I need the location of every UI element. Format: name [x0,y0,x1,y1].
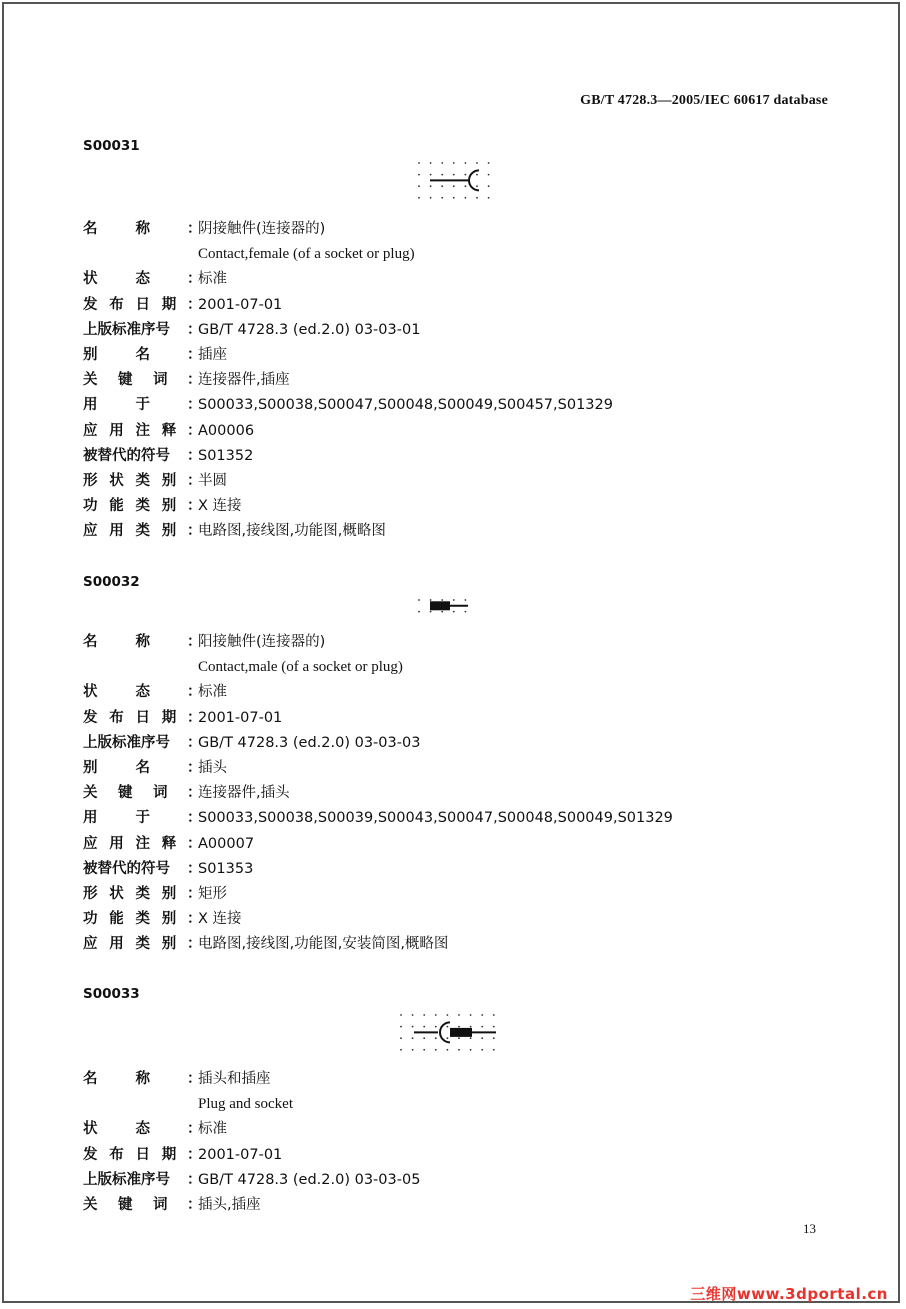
field-value: Contact,female (of a socket or plug) [198,246,415,263]
socket-arc [440,1022,450,1042]
label-char: 态 [135,1121,150,1138]
field-value: 插头和插座 [198,1071,271,1087]
grid-dot [476,162,478,164]
grid-dot [470,1026,472,1028]
label-char: 类 [135,498,150,515]
grid-dot [481,1014,483,1016]
grid-dot [435,1026,437,1028]
field-label [83,494,189,518]
field-label [83,1193,189,1217]
grid-dot [412,1014,414,1016]
standard-header: GB/T 4728.3—2005/IEC 60617 database [580,93,828,108]
label-colon: ： [187,523,202,540]
field-label [83,857,189,881]
label-char: 释 [161,835,177,852]
label-colon: ： [187,835,202,852]
label-colon: ： [187,760,202,776]
grid-dot [423,1026,425,1028]
socket-arc [469,170,479,190]
grid-dot [430,611,432,613]
label-colon: ： [187,296,202,313]
field-value: Contact,male (of a socket or plug) [198,659,403,676]
grid-dot [435,1014,437,1016]
grid-dot [488,174,490,176]
grid-dot [453,185,455,187]
label-char: 用 [83,397,98,414]
grid-dot [447,1037,449,1039]
grid-dot [447,1014,449,1016]
grid-dot [412,1049,414,1051]
label-char: 用 [109,835,124,852]
label-colon: ： [187,1071,202,1087]
label-char: 上版标准序号 [83,1171,170,1188]
grid-dot [423,1014,425,1016]
grid-dot [458,1049,460,1051]
label-char: 应 [83,936,98,953]
field-label [83,519,189,543]
label-char: 键 [118,372,133,389]
grid-dot [400,1014,402,1016]
label-char: 别 [161,523,177,540]
label-colon: ： [187,860,202,877]
label-char: 称 [135,1071,150,1087]
label-char: 键 [118,1197,133,1213]
field-label [83,907,189,931]
grid-dot [493,1026,495,1028]
field-label [83,217,189,241]
label-char: 别 [83,347,98,363]
field-value: Plug and socket [198,1096,293,1113]
grid-dot [441,162,443,164]
grid-dot [465,162,467,164]
female-contact-icon [416,160,492,201]
grid-dot [488,162,490,164]
grid-dot [481,1037,483,1039]
label-char: 别 [161,936,177,953]
label-char: 状 [83,271,98,288]
label-char: 名 [83,634,98,650]
label-char: 布 [109,1146,124,1163]
label-char: 类 [135,911,150,928]
label-char: 别 [161,886,177,902]
field-value: 半圆 [198,473,227,489]
grid-dot [453,611,455,613]
grid-dot [418,185,420,187]
label-colon: ： [187,734,202,751]
grid-dot [435,1037,437,1039]
plug-body [450,1028,472,1037]
field-value: 插头,插座 [198,1197,261,1213]
field-value: 插座 [198,347,227,363]
field-value: 标准 [198,1121,227,1138]
field-label [83,419,189,443]
label-char: 发 [83,1146,98,1163]
grid-dot [423,1037,425,1039]
label-colon: ： [187,709,202,726]
label-char: 用 [83,810,98,827]
label-colon: ： [187,347,202,363]
label-char: 称 [135,634,150,650]
label-char: 释 [161,422,177,439]
grid-dot [493,1037,495,1039]
field-value: 插头 [198,760,227,776]
label-colon: ： [187,684,202,701]
label-char: 关 [83,372,98,389]
field-value: A00006 [198,422,255,439]
label-colon: ： [187,473,202,489]
grid-dot [458,1026,460,1028]
label-char: 被替代的符号 [83,860,170,877]
label-char: 注 [135,422,150,439]
grid-dot [470,1037,472,1039]
field-label [83,293,189,317]
label-colon: ： [187,634,202,650]
field-label [83,1143,189,1167]
grid-dot [400,1037,402,1039]
male-contact-icon [416,597,468,615]
label-char: 上版标准序号 [83,734,170,751]
field-value: GB/T 4728.3 (ed.2.0) 03-03-01 [198,321,421,338]
field-label [83,469,189,493]
field-label [83,1067,189,1091]
field-label [83,1168,189,1192]
label-colon: ： [187,810,202,827]
grid-dot [430,197,432,199]
grid-dot [423,1049,425,1051]
label-char: 态 [135,684,150,701]
grid-dot [458,1037,460,1039]
label-char: 称 [135,221,150,237]
label-char: 状 [83,684,98,701]
label-char: 期 [161,709,177,726]
grid-dot [493,1014,495,1016]
label-colon: ： [187,372,202,389]
label-colon: ： [187,1146,202,1163]
grid-dot [418,599,420,601]
label-char: 发 [83,709,98,726]
label-char: 应 [83,422,98,439]
field-label [83,444,189,468]
grid-dot [481,1026,483,1028]
grid-dot [453,599,455,601]
label-colon: ： [187,422,202,439]
field-value: 电路图,接线图,功能图,概略图 [198,523,386,540]
grid-dot [453,162,455,164]
field-value: 标准 [198,684,227,701]
grid-dot [441,611,443,613]
label-char: 日 [135,296,150,313]
symbol-figure [398,1012,497,1057]
grid-dot [418,197,420,199]
grid-dot [418,162,420,164]
label-char: 注 [135,835,150,852]
field-label [83,932,189,956]
field-value: 标准 [198,271,227,288]
field-value: 2001-07-01 [198,1146,283,1163]
label-char: 用 [109,523,124,540]
field-value: X 连接 [198,911,242,928]
label-char: 于 [135,397,150,414]
label-char: 日 [135,709,150,726]
field-value: X 连接 [198,498,242,515]
field-value: S01352 [198,447,254,464]
symbol-code: S00031 [83,138,140,154]
label-char: 用 [109,936,124,953]
label-colon: ： [187,1121,202,1138]
grid-dot [441,174,443,176]
label-colon: ： [187,447,202,464]
label-colon: ： [187,397,202,414]
field-value: 电路图,接线图,功能图,安装简图,概略图 [198,936,449,953]
label-char: 布 [109,296,124,313]
grid-dot [418,611,420,613]
field-label [83,368,189,392]
label-char: 状 [109,473,124,489]
field-label [83,680,189,704]
label-char: 期 [161,1146,177,1163]
field-value: GB/T 4728.3 (ed.2.0) 03-03-05 [198,1171,421,1188]
grid-dot [465,174,467,176]
field-label [83,756,189,780]
field-value: 连接器件,插头 [198,785,290,802]
label-char: 态 [135,271,150,288]
grid-dot [465,599,467,601]
field-label [83,318,189,342]
label-colon: ： [187,1171,202,1188]
label-char: 关 [83,1197,98,1213]
label-colon: ： [187,498,202,515]
symbol-figure [416,160,492,205]
grid-dot [465,611,467,613]
label-char: 名 [135,760,150,776]
grid-dot [441,599,443,601]
label-char: 词 [153,372,168,389]
label-colon: ： [187,271,202,288]
label-char: 于 [135,810,150,827]
grid-dot [470,1049,472,1051]
grid-dot [412,1037,414,1039]
field-value: 2001-07-01 [198,709,283,726]
label-colon: ： [187,911,202,928]
label-char: 别 [161,498,177,515]
field-value: S00033,S00038,S00047,S00048,S00049,S00457,S01329 [198,397,613,414]
label-char: 日 [135,1146,150,1163]
label-char: 形 [83,886,98,902]
field-label [83,630,189,654]
field-value: S01353 [198,860,254,877]
label-char: 类 [135,886,150,902]
label-char: 键 [118,785,133,802]
label-char: 关 [83,785,98,802]
symbol-figure [416,597,468,619]
grid-dot [435,1049,437,1051]
label-char: 功 [83,498,98,515]
field-value: S00033,S00038,S00039,S00043,S00047,S00048,S00049,S01329 [198,810,673,827]
field-label [83,706,189,730]
label-char: 功 [83,911,98,928]
grid-dot [430,599,432,601]
grid-dot [412,1026,414,1028]
field-value: GB/T 4728.3 (ed.2.0) 03-03-03 [198,734,421,751]
label-char: 名 [135,347,150,363]
field-value: 矩形 [198,886,227,902]
grid-dot [476,197,478,199]
label-colon: ： [187,936,202,953]
label-char: 状 [109,886,124,902]
field-label [83,343,189,367]
label-char: 名 [83,1071,98,1087]
label-colon: ： [187,321,202,338]
label-char: 词 [153,1197,168,1213]
label-char: 形 [83,473,98,489]
label-char: 别 [83,760,98,776]
grid-dot [493,1049,495,1051]
label-char: 类 [135,936,150,953]
label-char: 被替代的符号 [83,447,170,464]
label-colon: ： [187,785,202,802]
grid-dot [430,174,432,176]
grid-dot [400,1049,402,1051]
label-colon: ： [187,886,202,902]
grid-dot [476,185,478,187]
grid-dot [430,185,432,187]
grid-dot [441,185,443,187]
label-char: 发 [83,296,98,313]
field-label [83,832,189,856]
watermark: 三维网www.3dportal.cn [690,1285,888,1303]
symbol-code: S00032 [83,574,140,590]
label-char: 期 [161,296,177,313]
grid-dot [465,185,467,187]
label-char: 用 [109,422,124,439]
field-label [83,882,189,906]
grid-dot [453,197,455,199]
label-char: 状 [83,1121,98,1138]
label-char: 类 [135,473,150,489]
label-char: 词 [153,785,168,802]
label-char: 应 [83,523,98,540]
field-label [83,731,189,755]
label-char: 能 [109,911,124,928]
label-char: 类 [135,523,150,540]
grid-dot [458,1014,460,1016]
label-colon: ： [187,221,202,237]
grid-dot [418,174,420,176]
field-label [83,781,189,805]
grid-dot [488,197,490,199]
label-char: 应 [83,835,98,852]
plug-and-socket-icon [398,1012,497,1053]
field-label [83,267,189,291]
field-value: 阳接触件(连接器的) [198,634,326,650]
label-char: 别 [161,473,177,489]
field-label [83,806,189,830]
label-char: 别 [161,911,177,928]
label-colon: ： [187,1197,202,1213]
grid-dot [441,197,443,199]
grid-dot [465,197,467,199]
grid-dot [453,174,455,176]
grid-dot [470,1014,472,1016]
grid-dot [447,1049,449,1051]
field-value: 连接器件,插座 [198,372,290,389]
field-value: 2001-07-01 [198,296,283,313]
symbol-code: S00033 [83,986,140,1002]
grid-dot [488,185,490,187]
plug-body [430,601,450,610]
field-label [83,1117,189,1141]
label-char: 上版标准序号 [83,321,170,338]
label-char: 名 [83,221,98,237]
grid-dot [476,174,478,176]
field-value: 阴接触件(连接器的) [198,221,326,237]
label-char: 能 [109,498,124,515]
page-number: 13 [803,1221,816,1236]
field-label [83,393,189,417]
label-char: 布 [109,709,124,726]
grid-dot [481,1049,483,1051]
grid-dot [400,1026,402,1028]
field-value: A00007 [198,835,255,852]
grid-dot [430,162,432,164]
grid-dot [447,1026,449,1028]
